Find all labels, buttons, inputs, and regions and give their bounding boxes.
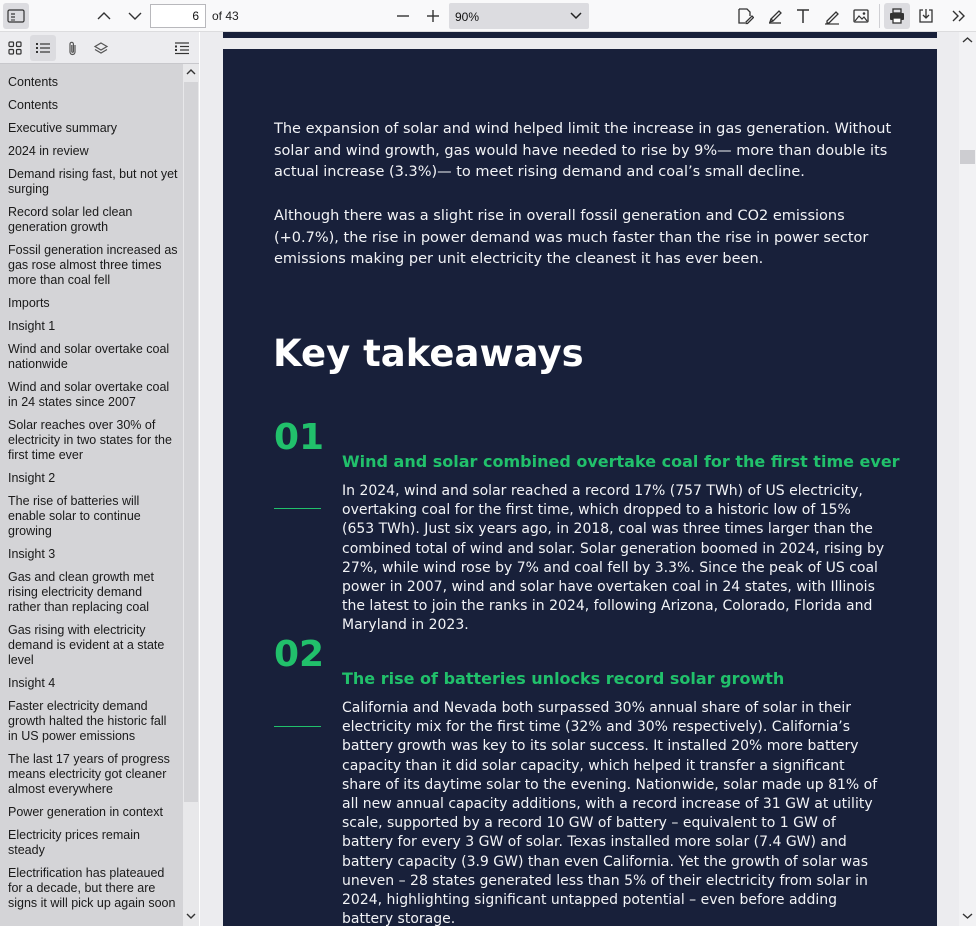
- section-heading: Key takeaways: [273, 332, 584, 375]
- main-scrollbar-thumb[interactable]: [960, 150, 975, 164]
- zoom-value: 90%: [455, 10, 480, 24]
- next-page-button[interactable]: [122, 3, 148, 29]
- download-icon: [917, 7, 935, 25]
- previous-page-button[interactable]: [91, 3, 117, 29]
- edit-document-icon: [736, 7, 754, 25]
- text-icon: [794, 7, 812, 25]
- chevron-up-icon: [97, 11, 111, 21]
- outline-item[interactable]: Faster electricity demand growth halted the historic fall in US power emissions: [8, 699, 167, 743]
- outline-item[interactable]: Solar reaches over 30% of electricity in two states for the first time ever: [8, 418, 172, 462]
- sidebar-toggle-button[interactable]: [3, 3, 29, 29]
- pen-icon: [823, 7, 841, 25]
- more-tools-button[interactable]: [946, 3, 972, 29]
- page-total-label: of 43: [212, 9, 239, 23]
- layers-view-button[interactable]: [88, 35, 114, 61]
- scroll-down-icon[interactable]: [186, 912, 196, 920]
- plus-icon: [426, 9, 440, 23]
- takeaway-number: 01: [274, 417, 325, 458]
- double-chevron-right-icon: [951, 9, 967, 23]
- pdf-page: [223, 49, 937, 926]
- thumbnails-view-button[interactable]: [2, 35, 28, 61]
- zoom-out-button[interactable]: [390, 3, 416, 29]
- outline-item[interactable]: Power generation in context: [8, 805, 163, 819]
- takeaway-divider: [274, 508, 321, 509]
- paragraph: Although there was a slight rise in overall fossil generation and CO2 emissions (+0.7%), the rise in power demand was much faster than the rise in power sector emissions making per unit electricity the cleanest it has ever been.: [274, 208, 869, 268]
- sidebar-scrollbar[interactable]: [183, 64, 199, 926]
- add-image-button[interactable]: [848, 3, 874, 29]
- sidebar-toggle-icon: [7, 8, 25, 24]
- zoom-in-button[interactable]: [420, 3, 446, 29]
- toolbar: [0, 0, 976, 32]
- paragraph: The expansion of solar and wind helped limit the increase in gas generation. Without solar and wind growth, gas would have needed to rise by 9%— more than double its actual increase (3.3%)— to meet rising demand and coal’s small decline.: [274, 121, 892, 181]
- outline-item[interactable]: Insight 2: [8, 471, 56, 485]
- outline-item[interactable]: Insight 1: [8, 319, 56, 333]
- takeaway-title: Wind and solar combined overtake coal for the first time ever: [342, 452, 900, 471]
- takeaway-body: California and Nevada both surpassed 30% annual share of solar in their electricity mix for the first time (32% and 30% respectively). California’s battery growth was key to its solar success. It installed 20% more battery capacity than it did solar capacity, which helped it transfer a significant share of its daytime solar to the evening. Nationwide, solar made up 81% of all new annual capacity additions, with a record increase of 31 GW at utility scale, supported by a record 10 GW of battery – equivalent to 1 GW of battery for every 3 GW of solar. Texas installed more solar (7.4 GW) and battery capacity (3.9 GW) than even California. Yet the growth of solar was uneven – 28 states generated less than 5% of their electricity from solar in 2024, highlighting significant untapped potential – even before adding battery storage.: [342, 700, 878, 926]
- scroll-up-icon[interactable]: [962, 36, 973, 44]
- sidebar-toolbar: [0, 32, 199, 64]
- edit-pdf-button[interactable]: [732, 3, 758, 29]
- paperclip-icon: [67, 40, 79, 56]
- main-scrollbar[interactable]: [959, 32, 976, 926]
- highlight-button[interactable]: [762, 3, 788, 29]
- outline-item[interactable]: Insight 3: [8, 547, 56, 561]
- chevron-down-icon: [570, 11, 582, 20]
- outline-view-button[interactable]: [30, 35, 56, 61]
- draw-button[interactable]: [819, 3, 845, 29]
- outline-item[interactable]: Electrification has plateaued for a decade, but there are signs it will pick up again soon: [8, 866, 176, 910]
- print-button[interactable]: [884, 3, 910, 29]
- outline-item[interactable]: Contents: [8, 98, 59, 112]
- outline-item[interactable]: Record solar led clean generation growth: [8, 205, 133, 234]
- outline-options-button[interactable]: [169, 35, 195, 61]
- takeaway-number: 02: [274, 634, 325, 675]
- outline-item[interactable]: Electricity prices remain steady: [8, 828, 140, 857]
- image-icon: [852, 7, 870, 25]
- scroll-down-icon[interactable]: [962, 912, 973, 920]
- outline-item[interactable]: The last 17 years of progress means electricity got cleaner almost everywhere: [8, 752, 170, 796]
- minus-icon: [396, 9, 410, 23]
- takeaway-body: In 2024, wind and solar reached a record 17% (757 TWh) of US electricity, overtaking coal for the first time, which dropped to a historic low of 15% (653 TWh). Just six years ago, in 2018, coal was three times larger than the combined total of wind and solar. Solar generation boomed in 2024, rising by 27%, while wind rose by 7% and coal fell by 3.3%. Since the peak of US coal power in 2007, wind and solar have overtaken coal in 24 states, with Illinois the latest to join the ranks in 2024, following Arizona, Colorado, Florida and Maryland in 2023.: [342, 483, 885, 634]
- zoom-select[interactable]: [449, 3, 589, 29]
- takeaway-title: The rise of batteries unlocks record solar growth: [342, 669, 785, 688]
- outline-item[interactable]: Contents: [8, 75, 59, 89]
- outline-item[interactable]: Demand rising fast, but not yet surging: [8, 167, 178, 196]
- save-button[interactable]: [913, 3, 939, 29]
- outline-options-icon: [174, 41, 190, 55]
- outline-item[interactable]: Wind and solar overtake coal nationwide: [8, 342, 170, 371]
- outline-item[interactable]: Executive summary: [8, 121, 118, 135]
- previous-page-edge: [223, 32, 937, 38]
- list-icon: [35, 41, 51, 55]
- outline-item[interactable]: Imports: [8, 296, 50, 310]
- outline-item[interactable]: The rise of batteries will enable solar to continue growing: [8, 494, 141, 538]
- outline-item[interactable]: Gas and clean growth met rising electricity demand rather than replacing coal: [8, 570, 154, 614]
- text-button[interactable]: [790, 3, 816, 29]
- printer-icon: [888, 7, 906, 25]
- outline-item[interactable]: Gas rising with electricity demand is evident at a state level: [8, 623, 165, 667]
- outline-item[interactable]: 2024 in review: [8, 144, 89, 158]
- layers-icon: [93, 41, 109, 55]
- chevron-down-icon: [128, 11, 142, 21]
- takeaway-divider: [274, 726, 321, 727]
- document-viewer[interactable]: [200, 32, 959, 926]
- attachments-view-button[interactable]: [60, 35, 86, 61]
- scroll-up-icon[interactable]: [186, 68, 196, 76]
- page-number-input[interactable]: [150, 4, 206, 28]
- outline-item[interactable]: Fossil generation increased as gas rose almost three times more than coal fell: [8, 243, 178, 287]
- outline-item[interactable]: Wind and solar overtake coal in 24 states since 2007: [8, 380, 170, 409]
- sidebar-scrollbar-thumb[interactable]: [184, 82, 198, 802]
- outline-list: [0, 64, 182, 926]
- sidebar: [0, 32, 199, 926]
- grid-icon: [8, 41, 22, 55]
- outline-item[interactable]: Insight 4: [8, 676, 56, 690]
- highlighter-icon: [766, 7, 784, 25]
